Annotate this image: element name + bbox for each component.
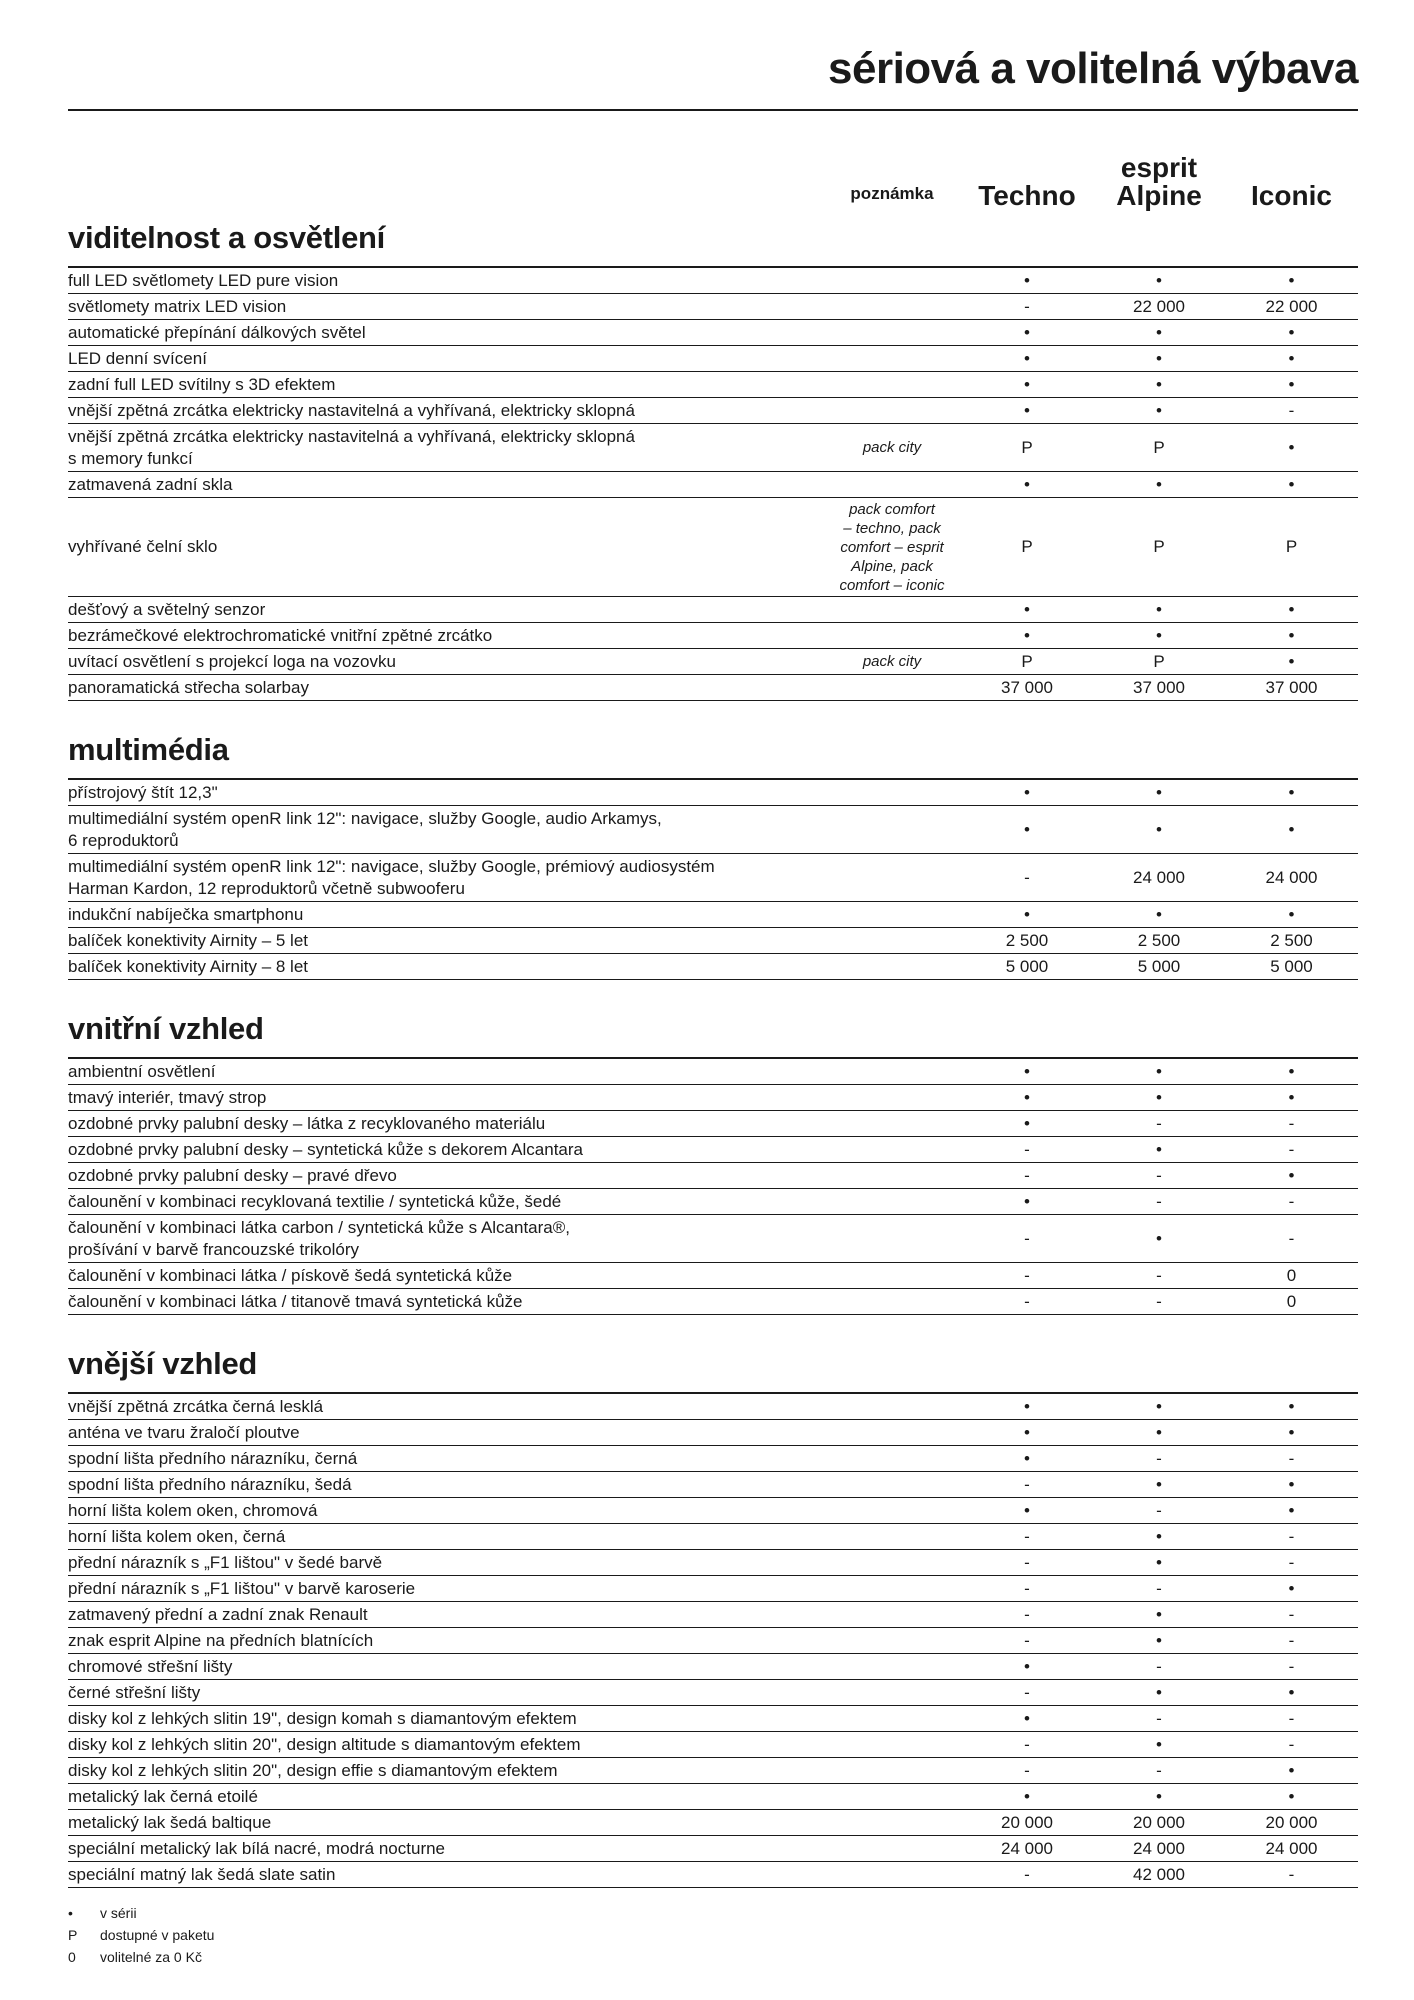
- feature-label: zatmavený přední a zadní znak Renault: [68, 1604, 368, 1624]
- table-row: [68, 424, 1358, 472]
- value-esprit-alpine: •: [1156, 904, 1162, 924]
- feature-label: přední nárazník s „F1 lištou" v barvě karoserie: [68, 1578, 416, 1598]
- value-esprit-alpine: •: [1156, 1061, 1162, 1081]
- legend-symbol: P: [68, 1927, 78, 1943]
- value-esprit-alpine: -: [1156, 1291, 1162, 1311]
- value-techno: 5 000: [1005, 956, 1049, 976]
- value-techno: P: [1021, 651, 1033, 671]
- value-esprit-alpine: •: [1156, 474, 1162, 494]
- value-esprit-alpine: •: [1156, 1604, 1162, 1624]
- feature-label: disky kol z lehkých slitin 19", design komah s diamantovým efektem: [68, 1708, 577, 1728]
- value-esprit-alpine: -: [1156, 1191, 1162, 1211]
- table-row: [68, 1862, 1358, 1888]
- value-iconic: -: [1288, 1630, 1295, 1650]
- value-esprit-alpine: -: [1156, 1113, 1162, 1133]
- value-iconic: •: [1288, 1786, 1295, 1806]
- value-esprit-alpine: •: [1156, 1630, 1162, 1650]
- equipment-section: [68, 1341, 1358, 1888]
- value-iconic: 24 000: [1265, 1838, 1318, 1858]
- value-techno: -: [1024, 1760, 1030, 1780]
- value-esprit-alpine: •: [1156, 1526, 1162, 1546]
- value-iconic: -: [1288, 1191, 1295, 1211]
- table-row: [68, 649, 1358, 675]
- value-iconic: -: [1288, 1448, 1295, 1468]
- value-iconic: 37 000: [1265, 677, 1318, 697]
- value-techno: -: [1024, 296, 1030, 316]
- value-esprit-alpine: •: [1156, 400, 1162, 420]
- value-techno: •: [1024, 625, 1030, 645]
- table-row: [68, 1524, 1358, 1550]
- table-row: [68, 597, 1358, 623]
- trim-header-line2: Iconic: [1251, 180, 1332, 211]
- value-techno: -: [1024, 1864, 1030, 1884]
- value-techno: 2 500: [1005, 930, 1049, 950]
- value-techno: •: [1024, 1087, 1030, 1107]
- feature-label: spodní lišta předního nárazníku, černá: [68, 1448, 358, 1468]
- trim-header-line2: Alpine: [1116, 180, 1202, 211]
- value-techno: -: [1024, 1139, 1030, 1159]
- value-esprit-alpine: •: [1156, 1474, 1162, 1494]
- value-esprit-alpine: •: [1156, 1786, 1162, 1806]
- feature-label: dešťový a světelný senzor: [68, 599, 266, 619]
- value-esprit-alpine: P: [1153, 437, 1165, 457]
- trim-header-techno: [961, 182, 1093, 210]
- value-techno: -: [1024, 1165, 1030, 1185]
- feature-label: zadní full LED svítilny s 3D efektem: [68, 374, 336, 394]
- value-esprit-alpine: •: [1156, 1228, 1162, 1248]
- feature-label: vnější zpětná zrcátka elektricky nastavitelná a vyhřívaná, elektricky sklopná s memory funkcí: [68, 426, 635, 468]
- feature-label: horní lišta kolem oken, chromová: [68, 1500, 318, 1520]
- feature-label: speciální matný lak šedá slate satin: [68, 1864, 336, 1884]
- feature-label: přístrojový štít 12,3": [68, 782, 218, 802]
- table-row: [68, 1550, 1358, 1576]
- feature-label: full LED světlomety LED pure vision: [68, 270, 339, 290]
- value-iconic: •: [1288, 474, 1295, 494]
- value-esprit-alpine: •: [1156, 1734, 1162, 1754]
- feature-label: vnější zpětná zrcátka černá lesklá: [68, 1396, 324, 1416]
- feature-label: automatické přepínání dálkových světel: [68, 322, 366, 342]
- value-techno: •: [1024, 374, 1030, 394]
- value-iconic: -: [1288, 1113, 1295, 1133]
- table-row: [68, 1163, 1358, 1189]
- value-esprit-alpine: •: [1156, 1139, 1162, 1159]
- value-esprit-alpine: •: [1156, 322, 1162, 342]
- value-iconic: •: [1288, 1165, 1295, 1185]
- table-row: [68, 1628, 1358, 1654]
- value-esprit-alpine: -: [1156, 1656, 1162, 1676]
- section-title: multimédia: [68, 732, 229, 767]
- value-techno: •: [1024, 400, 1030, 420]
- value-iconic: •: [1288, 625, 1295, 645]
- column-headers: [68, 150, 1358, 210]
- value-esprit-alpine: •: [1156, 374, 1162, 394]
- feature-note: pack city: [862, 439, 922, 456]
- value-techno: •: [1024, 819, 1030, 839]
- table-row: [68, 1498, 1358, 1524]
- feature-label: čalounění v kombinaci látka / pískově šedá syntetická kůže: [68, 1265, 513, 1285]
- value-iconic: •: [1288, 1500, 1295, 1520]
- feature-label: přední nárazník s „F1 lištou" v šedé barvě: [68, 1552, 383, 1572]
- value-esprit-alpine: -: [1156, 1760, 1162, 1780]
- value-esprit-alpine: •: [1156, 625, 1162, 645]
- table-row: [68, 372, 1358, 398]
- value-iconic: •: [1288, 1682, 1295, 1702]
- table-row: [68, 1784, 1358, 1810]
- value-iconic: 0: [1286, 1265, 1297, 1285]
- feature-label: ozdobné prvky palubní desky – pravé dřevo: [68, 1165, 397, 1185]
- table-row: [68, 1810, 1358, 1836]
- feature-label: speciální metalický lak bílá nacré, modrá nocturne: [68, 1838, 446, 1858]
- feature-label: indukční nabíječka smartphonu: [68, 904, 304, 924]
- feature-label: zatmavená zadní skla: [68, 474, 233, 494]
- table-row: [68, 1576, 1358, 1602]
- value-iconic: -: [1288, 1604, 1295, 1624]
- equipment-section: [68, 1006, 1358, 1315]
- value-esprit-alpine: •: [1156, 1682, 1162, 1702]
- value-techno: •: [1024, 1113, 1030, 1133]
- value-esprit-alpine: •: [1156, 1552, 1162, 1572]
- legend-item: [68, 1924, 1358, 1946]
- feature-label: multimediální systém openR link 12": navigace, služby Google, audio Arkamys, 6 reproduktorů: [68, 808, 662, 850]
- value-iconic: 0: [1286, 1291, 1297, 1311]
- table-row: [68, 1263, 1358, 1289]
- value-iconic: •: [1288, 1422, 1295, 1442]
- feature-label: spodní lišta předního nárazníku, šedá: [68, 1474, 352, 1494]
- feature-label: vnější zpětná zrcátka elektricky nastavitelná a vyhřívaná, elektricky sklopná: [68, 400, 635, 420]
- value-iconic: •: [1288, 437, 1295, 457]
- table-row: [68, 498, 1358, 597]
- feature-label: světlomety matrix LED vision: [68, 296, 287, 316]
- value-techno: 37 000: [1001, 677, 1053, 697]
- value-techno: •: [1024, 599, 1030, 619]
- section-title: vnější vzhled: [68, 1346, 258, 1381]
- value-techno: -: [1024, 1682, 1030, 1702]
- value-esprit-alpine: •: [1156, 1422, 1162, 1442]
- value-esprit-alpine: •: [1156, 270, 1162, 290]
- value-iconic: -: [1288, 400, 1295, 420]
- value-techno: -: [1024, 1578, 1030, 1598]
- value-iconic: •: [1288, 322, 1295, 342]
- feature-label: panoramatická střecha solarbay: [68, 677, 309, 697]
- table-row: [68, 1111, 1358, 1137]
- table-row: [68, 1732, 1358, 1758]
- table-row: [68, 902, 1358, 928]
- value-techno: •: [1024, 1422, 1030, 1442]
- value-esprit-alpine: 20 000: [1133, 1812, 1185, 1832]
- value-iconic: •: [1288, 1760, 1295, 1780]
- legend: [68, 1902, 1358, 1968]
- table-row: [68, 1706, 1358, 1732]
- value-techno: -: [1024, 1228, 1030, 1248]
- value-esprit-alpine: 42 000: [1133, 1864, 1185, 1884]
- value-techno: •: [1024, 1708, 1030, 1728]
- value-esprit-alpine: -: [1156, 1500, 1162, 1520]
- value-techno: -: [1024, 1474, 1030, 1494]
- value-iconic: -: [1288, 1656, 1295, 1676]
- equipment-table: [68, 1057, 1358, 1315]
- value-esprit-alpine: 22 000: [1133, 296, 1185, 316]
- trim-header-iconic: [1225, 182, 1358, 210]
- feature-label: disky kol z lehkých slitin 20", design effie s diamantovým efektem: [68, 1760, 558, 1780]
- legend-symbol: •: [68, 1905, 73, 1921]
- value-techno: •: [1024, 348, 1030, 368]
- value-iconic: -: [1288, 1708, 1295, 1728]
- table-row: [68, 320, 1358, 346]
- value-iconic: -: [1288, 1734, 1295, 1754]
- value-techno: •: [1024, 1396, 1030, 1416]
- value-techno: P: [1021, 537, 1033, 556]
- feature-label: ambientní osvětlení: [68, 1061, 216, 1081]
- table-row: [68, 1059, 1358, 1085]
- value-esprit-alpine: P: [1153, 537, 1165, 556]
- value-iconic: •: [1288, 1087, 1295, 1107]
- value-esprit-alpine: 37 000: [1133, 677, 1185, 697]
- table-row: [68, 1137, 1358, 1163]
- feature-label: metalický lak šedá baltique: [68, 1812, 272, 1832]
- feature-label: metalický lak černá etoilé: [68, 1786, 258, 1806]
- feature-label: čalounění v kombinaci recyklovaná textilie / syntetická kůže, šedé: [68, 1191, 562, 1211]
- equipment-section: [68, 215, 1358, 701]
- value-esprit-alpine: •: [1156, 782, 1162, 802]
- feature-note: pack comfort – techno, pack comfort – esprit Alpine, pack comfort – iconic: [839, 500, 945, 594]
- value-esprit-alpine: •: [1156, 1396, 1162, 1416]
- value-techno: -: [1024, 1734, 1030, 1754]
- legend-item: [68, 1946, 1358, 1968]
- value-iconic: •: [1288, 599, 1295, 619]
- page-content: [68, 215, 1358, 1968]
- table-row: [68, 1215, 1358, 1263]
- value-iconic: •: [1288, 782, 1295, 802]
- value-iconic: •: [1288, 1061, 1295, 1081]
- legend-symbol: 0: [68, 1949, 76, 1965]
- equipment-table: [68, 1392, 1358, 1888]
- table-row: [68, 1836, 1358, 1862]
- feature-label: ozdobné prvky palubní desky – látka z recyklovaného materiálu: [68, 1113, 546, 1133]
- title-divider: [68, 109, 1358, 111]
- value-esprit-alpine: 2 500: [1137, 930, 1181, 950]
- value-techno: 20 000: [1001, 1812, 1053, 1832]
- equipment-table: [68, 778, 1358, 980]
- value-iconic: 24 000: [1265, 867, 1318, 887]
- trim-header-line1: esprit: [1120, 152, 1198, 183]
- table-row: [68, 954, 1358, 980]
- table-row: [68, 294, 1358, 320]
- value-esprit-alpine: 24 000: [1133, 867, 1185, 887]
- value-techno: -: [1024, 1552, 1030, 1572]
- table-row: [68, 1654, 1358, 1680]
- feature-label: chromové střešní lišty: [68, 1656, 233, 1676]
- feature-label: čalounění v kombinaci látka / titanově tmavá syntetická kůže: [68, 1291, 523, 1311]
- value-esprit-alpine: -: [1156, 1578, 1162, 1598]
- table-row: [68, 1758, 1358, 1784]
- value-esprit-alpine: -: [1156, 1448, 1162, 1468]
- value-techno: •: [1024, 474, 1030, 494]
- value-iconic: •: [1288, 904, 1295, 924]
- feature-label: LED denní svícení: [68, 348, 207, 368]
- value-iconic: -: [1288, 1228, 1295, 1248]
- value-iconic: 2 500: [1270, 930, 1313, 950]
- table-row: [68, 1189, 1358, 1215]
- value-techno: •: [1024, 782, 1030, 802]
- value-techno: 24 000: [1001, 1838, 1053, 1858]
- value-iconic: •: [1288, 348, 1295, 368]
- note-column-header: poznámka: [850, 184, 934, 203]
- feature-note: pack city: [862, 653, 922, 670]
- value-esprit-alpine: •: [1156, 1087, 1162, 1107]
- table-row: [68, 346, 1358, 372]
- value-iconic: 20 000: [1265, 1812, 1318, 1832]
- table-row: [68, 1394, 1358, 1420]
- value-techno: -: [1024, 1604, 1030, 1624]
- value-esprit-alpine: 5 000: [1137, 956, 1181, 976]
- value-esprit-alpine: 24 000: [1133, 1838, 1185, 1858]
- feature-label: balíček konektivity Airnity – 8 let: [68, 956, 309, 976]
- value-iconic: 5 000: [1270, 956, 1313, 976]
- value-techno: •: [1024, 1656, 1030, 1676]
- legend-text: dostupné v paketu: [100, 1927, 215, 1943]
- table-row: [68, 854, 1358, 902]
- value-techno: P: [1021, 437, 1033, 457]
- table-row: [68, 1602, 1358, 1628]
- value-iconic: -: [1288, 1139, 1295, 1159]
- value-techno: •: [1024, 322, 1030, 342]
- value-iconic: •: [1288, 374, 1295, 394]
- feature-label: uvítací osvětlení s projekcí loga na vozovku: [68, 651, 396, 671]
- value-techno: -: [1024, 867, 1030, 887]
- table-row: [68, 1420, 1358, 1446]
- value-esprit-alpine: -: [1156, 1265, 1162, 1285]
- table-row: [68, 675, 1358, 701]
- table-row: [68, 1472, 1358, 1498]
- value-techno: •: [1024, 270, 1030, 290]
- value-esprit-alpine: -: [1156, 1165, 1162, 1185]
- value-esprit-alpine: •: [1156, 819, 1162, 839]
- table-row: [68, 398, 1358, 424]
- feature-label: disky kol z lehkých slitin 20", design altitude s diamantovým efektem: [68, 1734, 581, 1754]
- table-row: [68, 780, 1358, 806]
- table-row: [68, 806, 1358, 854]
- value-techno: -: [1024, 1630, 1030, 1650]
- equipment-section: [68, 727, 1358, 980]
- value-iconic: •: [1288, 819, 1295, 839]
- table-row: [68, 928, 1358, 954]
- value-iconic: •: [1288, 1396, 1295, 1416]
- table-row: [68, 1680, 1358, 1706]
- value-iconic: •: [1288, 651, 1295, 671]
- feature-label: multimediální systém openR link 12": navigace, služby Google, prémiový audiosystém Harman Kardon, 12 reproduktorů včetně subwooferu: [68, 856, 715, 898]
- feature-label: bezrámečkové elektrochromatické vnitřní zpětné zrcátko: [68, 625, 493, 645]
- legend-text: volitelné za 0 Kč: [100, 1949, 202, 1965]
- value-esprit-alpine: •: [1156, 599, 1162, 619]
- table-row: [68, 623, 1358, 649]
- value-iconic: -: [1288, 1864, 1295, 1884]
- table-row: [68, 1289, 1358, 1315]
- value-techno: •: [1024, 1061, 1030, 1081]
- trim-header-esprit-alpine: [1093, 154, 1225, 210]
- equipment-table: [68, 266, 1358, 701]
- feature-label: vyhřívané čelní sklo: [68, 537, 218, 556]
- table-row: [68, 268, 1358, 294]
- value-iconic: P: [1285, 537, 1298, 556]
- value-techno: •: [1024, 1448, 1030, 1468]
- value-techno: •: [1024, 1500, 1030, 1520]
- feature-label: čalounění v kombinaci látka carbon / syntetická kůže s Alcantara®, prošívání v barvě francouzské trikolóry: [68, 1217, 571, 1259]
- feature-label: horní lišta kolem oken, černá: [68, 1526, 286, 1546]
- value-iconic: •: [1288, 270, 1295, 290]
- legend-text: v sérii: [100, 1905, 137, 1921]
- value-esprit-alpine: P: [1153, 651, 1165, 671]
- section-title: vnitřní vzhled: [68, 1011, 264, 1046]
- feature-label: černé střešní lišty: [68, 1682, 201, 1702]
- feature-label: ozdobné prvky palubní desky – syntetická kůže s dekorem Alcantara: [68, 1139, 584, 1159]
- table-row: [68, 1085, 1358, 1111]
- value-techno: -: [1024, 1291, 1030, 1311]
- value-iconic: •: [1288, 1474, 1295, 1494]
- table-row: [68, 472, 1358, 498]
- section-title: viditelnost a osvětlení: [68, 220, 385, 255]
- value-iconic: •: [1288, 1578, 1295, 1598]
- feature-label: anténa ve tvaru žraločí ploutve: [68, 1422, 300, 1442]
- value-iconic: -: [1288, 1526, 1295, 1546]
- value-iconic: -: [1288, 1552, 1295, 1572]
- feature-label: znak esprit Alpine na předních blatnících: [68, 1630, 374, 1650]
- value-iconic: 22 000: [1265, 296, 1318, 316]
- equipment-sections: [68, 215, 1358, 1888]
- value-esprit-alpine: -: [1156, 1708, 1162, 1728]
- legend-item: [68, 1902, 1358, 1924]
- value-techno: •: [1024, 1191, 1030, 1211]
- table-row: [68, 1446, 1358, 1472]
- value-techno: -: [1024, 1526, 1030, 1546]
- feature-label: tmavý interiér, tmavý strop: [68, 1087, 267, 1107]
- value-techno: •: [1024, 1786, 1030, 1806]
- page-title: sériová a volitelná výbava: [828, 44, 1358, 93]
- value-esprit-alpine: •: [1156, 348, 1162, 368]
- trim-header-line2: Techno: [978, 180, 1076, 211]
- feature-label: balíček konektivity Airnity – 5 let: [68, 930, 309, 950]
- value-techno: -: [1024, 1265, 1030, 1285]
- value-techno: •: [1024, 904, 1030, 924]
